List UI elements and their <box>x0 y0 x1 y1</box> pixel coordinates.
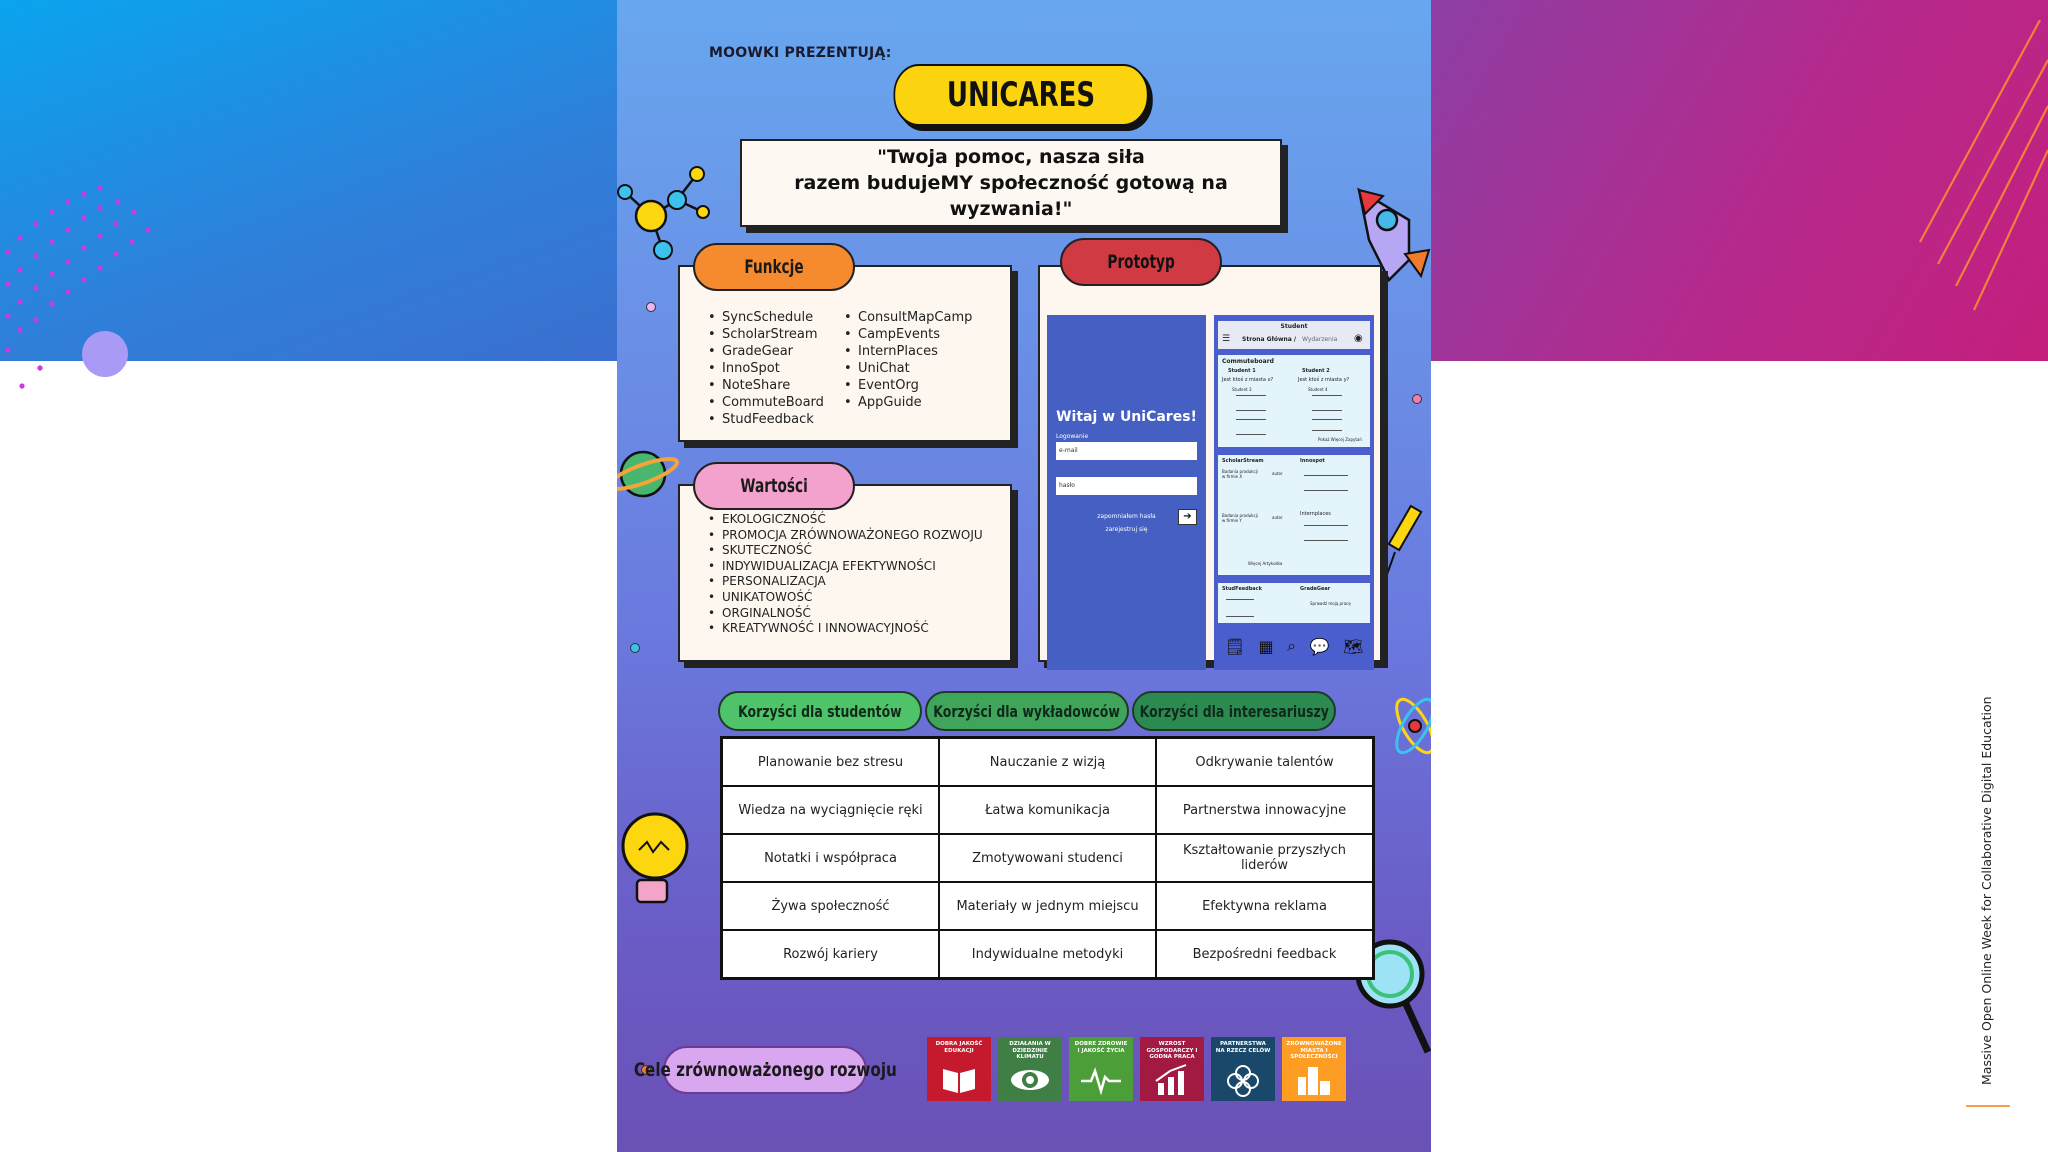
values-list <box>708 512 1004 637</box>
table-cell: Odkrywanie talentów <box>1156 738 1374 787</box>
function-item: • InnoSpot <box>708 360 824 377</box>
function-item: • EventOrg <box>844 377 972 394</box>
sdg-goal-growth: WZROST GOSPODARCZY I GODNA PRACA <box>1140 1037 1204 1101</box>
scholarstream-title: ScholarStream <box>1222 458 1264 464</box>
lavender-circle-decoration <box>82 331 128 377</box>
check-grades-link[interactable]: Sprawdź moją pracę <box>1310 601 1351 606</box>
sdg-goal-climate: DZIAŁANIA W DZIEDZINIE KLIMATU <box>998 1037 1062 1101</box>
table-row <box>722 930 1374 979</box>
stakeholders-benefits-tag: Korzyści dla interesariuszy <box>1132 691 1336 731</box>
scholar-panel <box>1218 455 1370 575</box>
placeholder-lines <box>1304 475 1348 491</box>
sdg-tag: Cele zrównoważonego rozwoju <box>663 1046 867 1094</box>
functions-card <box>678 265 1012 442</box>
table-cell: Żywa społeczność <box>722 882 940 930</box>
prototype-tag: Prototyp <box>1060 238 1222 286</box>
benefits-table <box>720 736 1375 980</box>
search-icon[interactable]: ⌕ <box>1287 636 1297 655</box>
syringe-icon <box>1383 500 1431 584</box>
table-cell: Indywidualne metodyki <box>939 930 1156 979</box>
function-item: • AppGuide <box>844 394 972 411</box>
bottom-nav <box>1218 629 1370 663</box>
table-cell: Nauczanie z wizją <box>939 738 1156 787</box>
quote-line-2: razem budujeMY społeczność gotową na wyzwania!" <box>794 172 1228 220</box>
small-dot-decoration <box>630 643 640 653</box>
welcome-text: Witaj w UniCares! <box>1056 409 1197 425</box>
table-cell: Notatki i współpraca <box>722 834 940 882</box>
value-item: • UNIKATOWOŚĆ <box>708 590 1004 606</box>
map-icon[interactable]: 🗺 <box>1342 636 1364 656</box>
diagonal-stripes-decoration <box>1900 20 2048 320</box>
table-cell: Zmotywowani studenci <box>939 834 1156 882</box>
title-badge <box>894 64 1149 126</box>
sdg-goal-education: DOBRA JAKOŚĆ EDUKACJI <box>927 1037 991 1101</box>
value-item: • PERSONALIZACJA <box>708 574 1004 590</box>
breadcrumb-sub[interactable]: Wydarzenia <box>1302 336 1338 343</box>
lecturers-benefits-tag: Korzyści dla wykładowców <box>925 691 1129 731</box>
value-item: • PROMOCJA ZRÓWNOWAŻONEGO ROZWOJU <box>708 528 1004 544</box>
functions-list-1 <box>708 309 824 428</box>
internplaces-title: Internplaces <box>1300 511 1331 517</box>
small-dot-decoration <box>1412 394 1422 404</box>
calendar-icon[interactable]: ▦ <box>1258 636 1274 656</box>
app-title: UNICARES <box>946 75 1096 115</box>
more-posts-link[interactable]: Pokaż Więcej Zapytań <box>1318 437 1362 442</box>
values-card <box>678 484 1012 662</box>
heartbeat-icon <box>1079 1063 1123 1097</box>
poster <box>617 0 1431 1152</box>
sdg-goal-cities: ZRÓWNOWAŻONE MIASTA I SPOŁECZNOŚCI <box>1282 1037 1346 1101</box>
commuteboard-title: Commuteboard <box>1222 358 1274 365</box>
feedback-panel <box>1218 583 1370 623</box>
value-item: • ORGINALNOŚĆ <box>708 606 1004 622</box>
post-author: Student 2 <box>1302 368 1330 374</box>
small-dot-decoration <box>646 302 656 312</box>
table-cell: Bezpośredni feedback <box>1156 930 1374 979</box>
functions-list-2 <box>844 309 972 411</box>
prototype-card <box>1038 265 1382 662</box>
post-question: Jest ktoś z miasta y? <box>1298 377 1350 383</box>
table-row <box>722 738 1374 787</box>
screen-header <box>1218 321 1370 349</box>
table-cell: Rozwój kariery <box>722 930 940 979</box>
light-bulb-icon <box>617 806 693 914</box>
table-cell: Wiedza na wyciągnięcie ręki <box>722 786 940 834</box>
function-item: • GradeGear <box>708 343 824 360</box>
quote-line-1: "Twoja pomoc, nasza siła <box>877 146 1145 168</box>
functions-tag: Funkcje <box>693 243 855 291</box>
innospot-title: Innospot <box>1300 458 1325 464</box>
article-title: Badania produkcji w firmie Y <box>1222 513 1258 523</box>
sdg-goal-partnerships: PARTNERSTWA NA RZECZ CELÓW <box>1211 1037 1275 1101</box>
function-item: • CampEvents <box>844 326 972 343</box>
table-row <box>722 882 1374 930</box>
chat-icon[interactable]: 💬 <box>1309 636 1330 656</box>
city-icon <box>1292 1063 1336 1097</box>
table-cell: Partnerstwa innowacyjne <box>1156 786 1374 834</box>
eye-globe-icon <box>1008 1063 1052 1097</box>
post-author: Student 4 <box>1308 387 1328 392</box>
side-accent-line <box>1966 1105 2010 1107</box>
menu-icon[interactable]: ☰ <box>1222 334 1231 344</box>
user-avatar-icon[interactable]: ◉ <box>1354 333 1363 344</box>
function-item: • StudFeedback <box>708 411 824 428</box>
placeholder-lines <box>1236 395 1266 411</box>
studfeedback-title: StudFeedback <box>1222 586 1262 592</box>
value-item: • KREATYWNOŚĆ I INNOWACYJNOŚĆ <box>708 621 1004 637</box>
atom-icon <box>1379 682 1431 770</box>
table-cell: Efektywna reklama <box>1156 882 1374 930</box>
function-item: • SyncSchedule <box>708 309 824 326</box>
post-question: Jest ktoś z miasta x? <box>1222 377 1274 383</box>
values-tag: Wartości <box>693 462 855 510</box>
function-item: • NoteShare <box>708 377 824 394</box>
function-item: • ConsultMapCamp <box>844 309 972 326</box>
function-item: • ScholarStream <box>708 326 824 343</box>
gradegear-title: GradeGear <box>1300 586 1331 592</box>
email-field[interactable]: e-mail <box>1056 442 1197 460</box>
login-arrow-button[interactable]: ➔ <box>1178 509 1197 525</box>
function-item: • UniChat <box>844 360 972 377</box>
book-icon <box>939 1063 979 1097</box>
article-author: autor <box>1272 515 1283 520</box>
login-screen-mockup <box>1047 315 1206 670</box>
article-title: Badania produkcji w firmie X <box>1222 469 1258 479</box>
table-row <box>722 834 1374 882</box>
dashboard-screen-mockup <box>1214 315 1374 670</box>
breadcrumb-home[interactable]: Strona Główna / <box>1242 336 1297 343</box>
placeholder-lines <box>1312 419 1342 431</box>
value-item: • EKOLOGICZNOŚĆ <box>708 512 1004 528</box>
function-item: • InternPlaces <box>844 343 972 360</box>
sdg-goal-health: DOBRE ZDROWIE I JAKOŚĆ ŻYCIA <box>1069 1037 1133 1101</box>
dot-pattern-decoration <box>0 180 170 400</box>
forgot-password-link[interactable]: zapomniałem hasła <box>1097 513 1156 520</box>
placeholder-lines <box>1236 419 1266 435</box>
post-author: Student 1 <box>1228 368 1256 374</box>
presenter-caption: MOOWKI PREZENTUJĄ: <box>709 45 892 61</box>
table-cell: Planowanie bez stresu <box>722 738 940 787</box>
students-benefits-tag: Korzyści dla studentów <box>718 691 922 731</box>
planet-icon <box>617 430 681 510</box>
placeholder-lines <box>1304 525 1348 541</box>
placeholder-lines <box>1312 395 1342 411</box>
growth-chart-icon <box>1150 1063 1194 1097</box>
table-cell: Łatwa komunikacja <box>939 786 1156 834</box>
function-item: • CommuteBoard <box>708 394 824 411</box>
article-author: autor <box>1272 471 1283 476</box>
register-link[interactable]: zarejestruj się <box>1105 526 1148 533</box>
notebook-icon[interactable]: 🗒 <box>1224 636 1246 656</box>
table-row <box>722 786 1374 834</box>
post-author: Student 3 <box>1232 387 1252 392</box>
quote-box <box>740 139 1282 227</box>
flower-rings-icon <box>1221 1063 1265 1097</box>
value-item: • SKUTECZNOŚĆ <box>708 543 1004 559</box>
login-label: Logowanie <box>1056 433 1089 440</box>
value-item: • INDYWIDUALIZACJA EFEKTYWNOŚCI <box>708 559 1004 575</box>
screen-header-title: Student <box>1280 323 1308 330</box>
more-articles-link[interactable]: Więcej Artykułów <box>1248 561 1283 566</box>
table-cell: Kształtowanie przyszłych liderów <box>1156 834 1374 882</box>
commuteboard-panel <box>1218 355 1370 447</box>
table-cell: Materiały w jednym miejscu <box>939 882 1156 930</box>
password-field[interactable]: hasło <box>1056 477 1197 495</box>
placeholder-lines <box>1226 599 1254 617</box>
side-caption: Massive Open Online Week for Collaborative Digital Education <box>1979 696 1994 1085</box>
